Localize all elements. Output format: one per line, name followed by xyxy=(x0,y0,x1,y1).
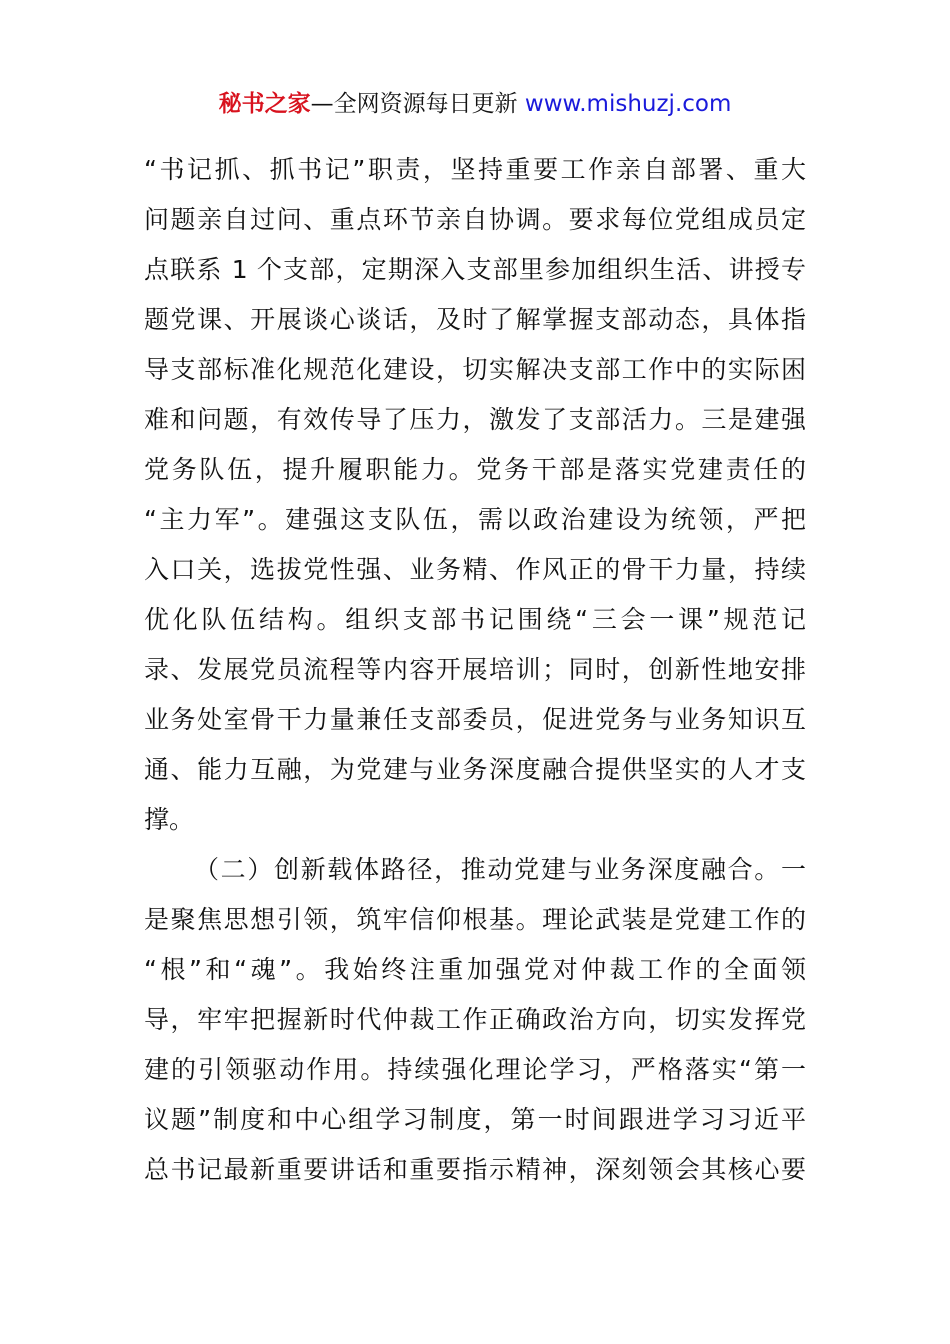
site-header xyxy=(0,88,950,120)
text-line: 导，牢牢把握新时代仲裁工作正确政治方向，切实发挥党 xyxy=(144,1005,806,1034)
text-line: 问题亲自过问、重点环节亲自协调。要求每位党组成员定 xyxy=(144,205,806,234)
text-line: 业务处室骨干力量兼任支部委员，促进党务与业务知识互 xyxy=(144,705,806,734)
site-url-link[interactable]: www.mishuzj.com xyxy=(524,91,732,117)
text-line: 导支部标准化规范化建设，切实解决支部工作中的实际困 xyxy=(144,355,806,384)
text-line: 撑。 xyxy=(144,805,195,834)
document-body xyxy=(144,145,806,1195)
text-line: 议题”制度和中心组学习制度，第一时间跟进学习习近平 xyxy=(144,1105,806,1134)
text-line: 建的引领驱动作用。持续强化理论学习，严格落实“第一 xyxy=(144,1055,806,1084)
text-line: 难和问题，有效传导了压力，激发了支部活力。三是建强 xyxy=(144,405,806,434)
text-line: “主力军”。建强这支队伍，需以政治建设为统领，严把 xyxy=(144,505,806,534)
text-line: 党务队伍，提升履职能力。党务干部是落实党建责任的 xyxy=(144,455,806,484)
text-line: “根”和“魂”。我始终注重加强党对仲裁工作的全面领 xyxy=(144,955,806,984)
paragraph xyxy=(144,845,806,1195)
text-line: 题党课、开展谈心谈话，及时了解掌握支部动态，具体指 xyxy=(144,305,806,334)
text-line: 录、发展党员流程等内容开展培训；同时，创新性地安排 xyxy=(144,655,806,684)
text-line: 总书记最新重要讲话和重要指示精神，深刻领会其核心要 xyxy=(144,1155,806,1184)
text-line: （二）创新载体路径，推动党建与业务深度融合。一 xyxy=(194,855,806,884)
text-line: 优化队伍结构。组织支部书记围绕“三会一课”规范记 xyxy=(144,605,806,634)
text-line: 是聚焦思想引领，筑牢信仰根基。理论武装是党建工作的 xyxy=(144,905,806,934)
paragraph xyxy=(144,145,806,845)
text-line: 通、能力互融，为党建与业务深度融合提供坚实的人才支 xyxy=(144,755,806,784)
site-tagline: —全网资源每日更新 xyxy=(310,91,525,117)
text-line: “书记抓、抓书记”职责，坚持重要工作亲自部署、重大 xyxy=(144,155,806,184)
site-brand: 秘书之家 xyxy=(218,91,311,117)
text-line: 入口关，选拔党性强、业务精、作风正的骨干力量，持续 xyxy=(144,555,806,584)
text-line: 点联系 1 个支部，定期深入支部里参加组织生活、讲授专 xyxy=(144,255,806,284)
